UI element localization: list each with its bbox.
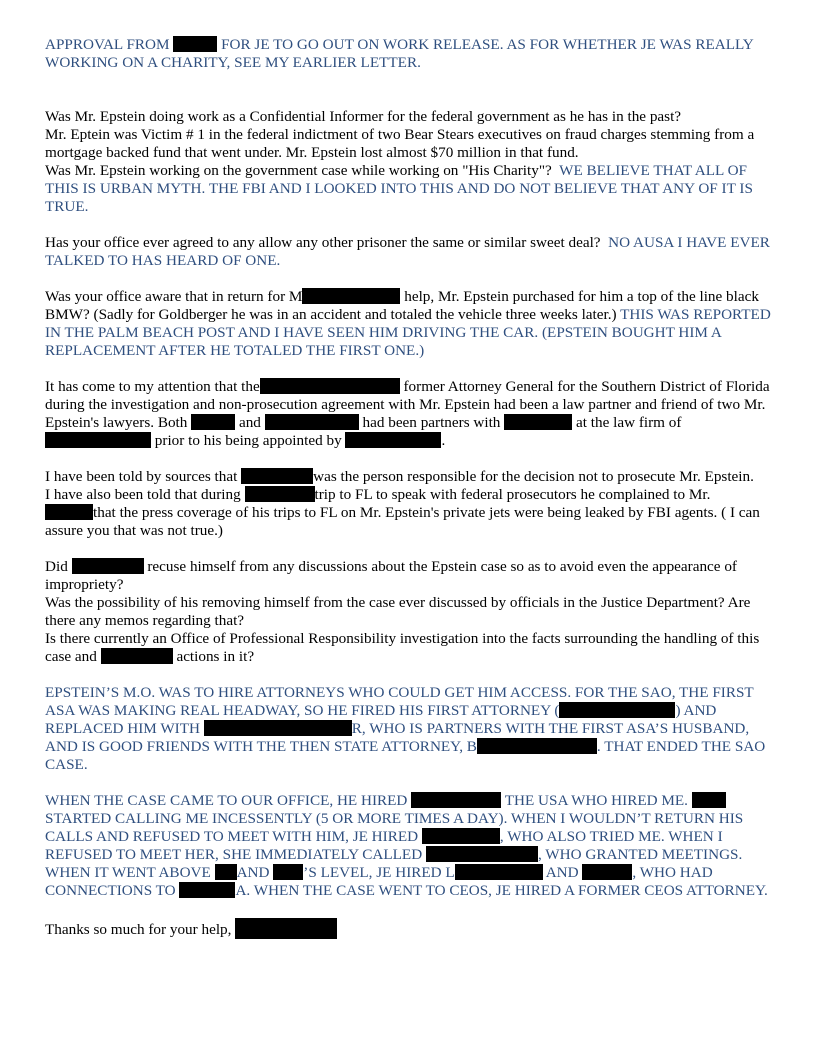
text: prior to his being appointed by: [154, 432, 342, 449]
redaction: [215, 864, 237, 880]
text: .: [441, 432, 446, 449]
text: . THAT ENDED THE SAO CASE.: [45, 738, 766, 773]
text: AND REPLACED HIM WITH: [45, 702, 717, 737]
text: EPSTEIN’S M.O. WAS TO HIRE ATTORNEYS WHO COULD GET HIM ACCESS. FOR THE SAO, THE FIRST ASA WAS MAKING REAL HEADWAY, SO HE FIRED HIS FIRST ATTORNEY (: [45, 684, 754, 719]
text: THE USA WHO HIRED ME.: [504, 792, 688, 809]
text: A. WHEN THE CASE WENT TO CEOS, JE HIRED A FORMER CEOS ATTORNEY.: [235, 882, 768, 899]
closing-text: Thanks so much for your help,: [45, 921, 232, 938]
redaction: [45, 432, 151, 448]
redaction: [302, 288, 400, 304]
text: It has come to my attention that the: [45, 378, 260, 395]
document-body: [45, 36, 773, 957]
redaction: [101, 648, 173, 664]
redaction: [582, 864, 632, 880]
text: AND: [545, 864, 579, 881]
text: at the law firm of: [576, 414, 682, 431]
text: APPROVAL FROM: [45, 36, 170, 53]
redaction: [345, 432, 441, 448]
paragraph-sweet-deal: [45, 234, 773, 270]
redaction-signature: [235, 918, 337, 939]
question-text: Was Mr. Epstein working on the government case while working on "His Charity"?: [45, 162, 552, 179]
question-text: Mr. Eptein was Victim # 1 in the federal indictment of two Bear Stears executives on fraud charges stemming from a mortgage backed fund that went under. Mr. Epstein lost almost $70 million in that fund.: [45, 126, 755, 161]
redaction: [692, 792, 726, 808]
redaction: [411, 792, 501, 808]
paragraph-informer-questions: [45, 108, 773, 216]
redaction: [426, 846, 538, 862]
response-text: THIS WAS REPORTED IN THE PALM BEACH POST AND I HAVE SEEN HIM DRIVING THE CAR. (EPSTEIN BOUGHT HIM A REPLACEMENT AFTER HE TOTALED THE FIRST ONE.): [45, 306, 771, 359]
text: was the person responsible for the decision not to prosecute Mr. Epstein.: [313, 468, 754, 485]
text: , WHO HAD CONNECTIONS TO: [45, 864, 713, 899]
question-text: Was your office aware that in return for M: [45, 288, 303, 305]
spacer: [45, 90, 773, 108]
question-text: Was Mr. Epstein doing work as a Confidential Informer for the federal government as he has in the past?: [45, 108, 682, 125]
redaction: [504, 414, 572, 430]
response-text: WE BELIEVE THAT ALL OF THIS IS URBAN MYTH. THE FBI AND I LOOKED INTO THIS AND DO NOT BELIEVE THAT ANY OF IT IS TRUE.: [45, 162, 753, 215]
paragraph-bmw: [45, 288, 773, 360]
paragraph-law-partner: [45, 378, 773, 450]
question-text: Has your office ever agreed to any allow any other prisoner the same or similar sweet deal?: [45, 234, 601, 251]
text: ): [675, 702, 681, 719]
redaction: [273, 864, 303, 880]
paragraph-our-office: [45, 792, 773, 900]
paragraph-closing: [45, 918, 773, 939]
text: recuse himself from any discussions about the Epstein case so as to avoid even the appearance of impropriety?: [45, 558, 737, 593]
redaction: [559, 702, 675, 718]
text: R, WHO IS PARTNERS WITH THE FIRST ASA’S HUSBAND, AND IS GOOD FRIENDS WITH THE THEN STATE ATTORNEY, B: [45, 720, 750, 755]
text: and: [238, 414, 261, 431]
redaction: [477, 738, 597, 754]
text: actions in it?: [176, 648, 255, 665]
text: , WHO ALSO TRIED ME. WHEN I REFUSED TO MEET HER, SHE IMMEDIATELY CALLED: [45, 828, 723, 863]
question-text: help, Mr. Epstein purchased for him a top of the line black BMW? (Sadly for Goldberger he was in an accident and totaled the vehicle three weeks later.): [45, 288, 759, 323]
text: Is there currently an Office of Professional Responsibility investigation into the facts surrounding the handling of this case and: [45, 630, 760, 665]
text: had been partners with: [362, 414, 501, 431]
text: , WHO GRANTED MEETINGS. WHEN IT WENT ABOVE: [45, 846, 743, 881]
redaction: [265, 414, 359, 430]
redaction: [422, 828, 500, 844]
text: AND: [236, 864, 270, 881]
redaction: [241, 468, 313, 484]
redaction: [204, 720, 352, 736]
text: WHEN THE CASE CAME TO OUR OFFICE, HE HIRED: [45, 792, 408, 809]
redaction: [455, 864, 543, 880]
text: FOR JE TO GO OUT ON WORK RELEASE. AS FOR WHETHER JE WAS REALLY WORKING ON A CHARITY, SEE MY EARLIER LETTER.: [45, 36, 754, 71]
text: ’S LEVEL, JE HIRED L: [303, 864, 455, 881]
paragraph-epstein-mo: [45, 684, 773, 774]
redaction: [191, 414, 235, 430]
text: Was the possibility of his removing himself from the case ever discussed by officials in the Justice Department? Are there any memos regarding that?: [45, 594, 751, 629]
text: that the press coverage of his trips to FL on Mr. Epstein's private jets were being leaked by FBI agents. ( I can assure you that was not true.): [45, 504, 760, 539]
redaction: [45, 504, 93, 520]
redaction: [173, 36, 217, 52]
text: I have also been told that during: [45, 486, 241, 503]
redaction: [72, 558, 144, 574]
paragraph-approval: [45, 36, 773, 72]
text: I have been told by sources that: [45, 468, 238, 485]
paragraph-sources: [45, 468, 773, 540]
response-text: NO AUSA I HAVE EVER TALKED TO HAS HEARD OF ONE.: [45, 234, 770, 269]
text: STARTED CALLING ME INCESSENTLY (5 OR MORE TIMES A DAY). WHEN I WOULDN’T RETURN HIS CALLS AND REFUSED TO MEET WITH HIM, JE HIRED: [45, 810, 744, 845]
redaction: [179, 882, 235, 898]
redaction: [260, 378, 400, 394]
text: trip to FL to speak with federal prosecutors he complained to Mr.: [314, 486, 711, 503]
text: former Attorney General for the Southern District of Florida during the investigation and non-prosecution agreement with Mr. Epstein had been a law partner and friend of two Mr. Epstein's lawyers. Both: [45, 378, 770, 431]
redaction: [245, 486, 315, 502]
text: Did: [45, 558, 68, 575]
paragraph-recusal: [45, 558, 773, 666]
